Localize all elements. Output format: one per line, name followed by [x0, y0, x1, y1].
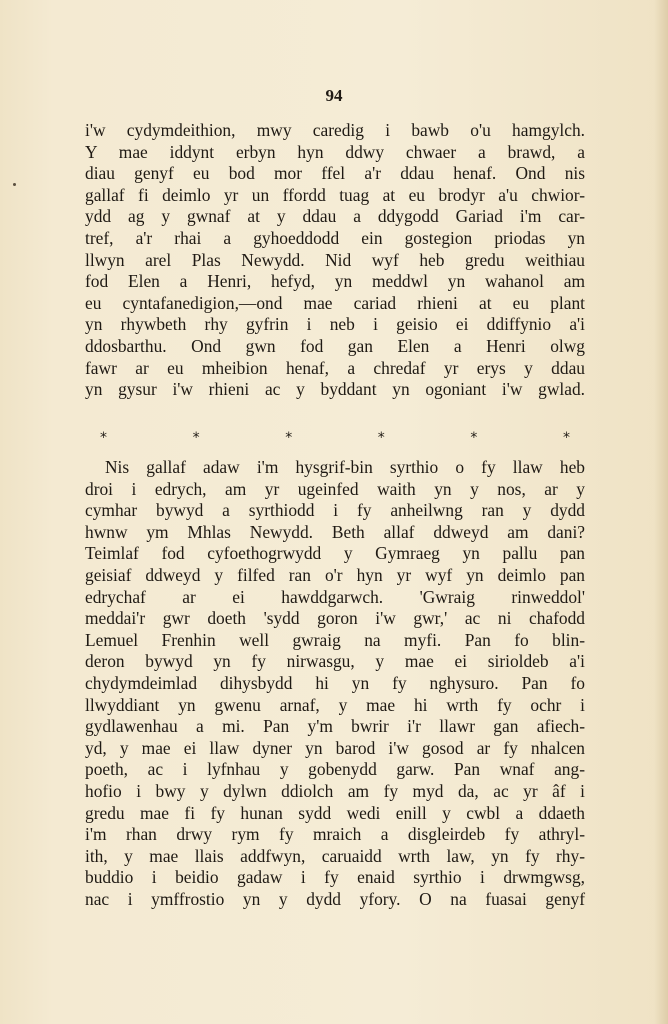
- text-line: poeth, ac i lyfnhau y gobenydd garw. Pan wnaf ang-: [85, 759, 585, 780]
- separator-star: *: [192, 430, 200, 446]
- text-line: nac i ymffrostio yn y dydd yfory. O na fuasai genyf: [85, 888, 585, 909]
- text-line: Nis gallaf adaw i'm hysgrif-bin syrthio o fy llaw heb: [105, 457, 585, 477]
- text-line: Teimlaf fod cyfoethogrwydd y Gymraeg yn pallu pan: [85, 543, 585, 564]
- text-line: llwyn arel Plas Newydd. Nid wyf heb gredu weithiau: [85, 249, 585, 270]
- text-line: hofio i bwy y dylwn ddiolch am fy myd da, ac yr âf i: [85, 780, 585, 801]
- page-number: 94: [325, 86, 343, 105]
- text-line: yd, y mae ei llaw dyner yn barod i'w gosod ar fy nhalcen: [85, 737, 585, 758]
- margin-dot: [13, 183, 16, 186]
- text-line: tref, a'r rhai a gyhoeddodd ein gostegion priodas yn: [85, 227, 585, 248]
- text-line: gredu mae fi fy hunan sydd wedi enill y cwbl a ddaeth: [85, 802, 585, 823]
- text-line: deron bywyd yn fy nirwasgu, y mae ei sirioldeb a'i: [85, 651, 585, 672]
- text-line: meddai'r gwr doeth 'sydd goron i'w gwr,' ac ni chafodd: [85, 608, 585, 629]
- separator-star: *: [100, 430, 107, 446]
- section-separator: [100, 430, 570, 446]
- text-line: ydd ag y gwnaf at y ddau a ddygodd Gariad i'm car-: [85, 206, 585, 227]
- text-line: yn rhywbeth rhy gyfrin i neb i geisio ei ddiffynio a'i: [85, 314, 585, 335]
- text-line: buddio i beidio gadaw i fy enaid syrthio i drwmgwsg,: [85, 867, 585, 888]
- paragraph-2: [85, 457, 585, 910]
- text-line: edrychaf ar ei hawddgarwch. 'Gwraig rinweddol': [85, 586, 585, 607]
- text-line: ddosbarthu. Ond gwn fod gan Elen a Henri olwg: [85, 335, 585, 356]
- text-line: Y mae iddynt erbyn hyn ddwy chwaer a brawd, a: [85, 141, 585, 162]
- text-line: droi i edrych, am yr ugeinfed waith yn y nos, ar y: [85, 478, 585, 499]
- separator-star: *: [562, 430, 570, 446]
- text-line: i'm rhan drwy rym fy mraich a disgleirdeb fy athryl-: [85, 824, 585, 845]
- text-line: Lemuel Frenhin well gwraig na myfi. Pan fo blin-: [85, 629, 585, 650]
- separator-star: *: [470, 430, 478, 446]
- text-line: gydlawenhau a mi. Pan y'm bwrir i'r llawr gan afiech-: [85, 716, 585, 737]
- text-line: eu cyntafanedigion,—ond mae cariad rhieni at eu plant: [85, 292, 585, 313]
- text-line: gallaf fi deimlo yr un ffordd tuag at eu brodyr a'u chwior-: [85, 184, 585, 205]
- text-line: geisiaf ddweyd y filfed ran o'r hyn yr wyf yn deimlo pan: [85, 564, 585, 585]
- text-line: chydymdeimlad dihysbydd hi yn fy nghysuro. Pan fo: [85, 672, 585, 693]
- text-line: fawr ar eu mheibion henaf, a chredaf yr erys y ddau: [85, 357, 585, 378]
- text-line: i'w cydymdeithion, mwy caredig i bawb o'u hamgylch.: [85, 120, 585, 140]
- text-line: hwnw ym Mhlas Newydd. Beth allaf ddweyd am dani?: [85, 521, 585, 542]
- text-line: ith, y mae llais addfwyn, caruaidd wrth law, yn fy rhy-: [85, 845, 585, 866]
- text-line: yn gysur i'w rhieni ac y byddant yn ogoniant i'w gwlad.: [85, 379, 585, 400]
- text-line: llwyddiant yn gwenu arnaf, y mae hi wrth fy ochr i: [85, 694, 585, 715]
- separator-star: *: [377, 430, 385, 446]
- text-line: fod Elen a Henri, hefyd, yn meddwl yn wahanol am: [85, 271, 585, 292]
- page-edge-shadow: [654, 0, 668, 1024]
- text-line: cymhar bywyd a syrthiodd i fy anheilwng ran y dydd: [85, 500, 585, 521]
- separator-star: *: [285, 430, 293, 446]
- paragraph-1: [85, 120, 585, 401]
- text-line: diau genyf eu bod mor ffel a'r ddau henaf. Ond nis: [85, 163, 585, 184]
